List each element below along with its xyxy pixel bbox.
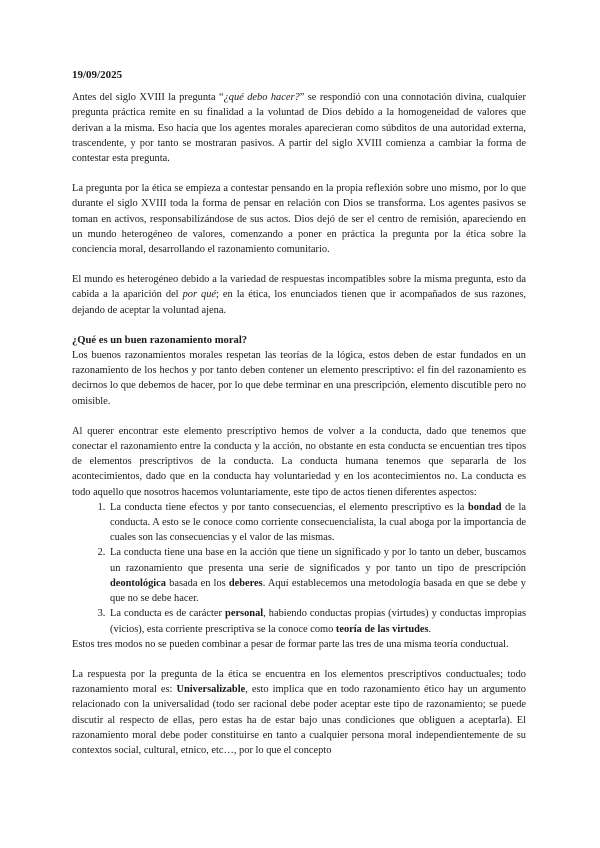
list-item: [108, 606, 526, 636]
list-item-3-virtudes: teoría de las virtudes: [335, 623, 429, 635]
paragraph-1-start: Antes del siglo XVIII la pregunta “: [72, 92, 224, 104]
list-item-3-end: .: [428, 623, 432, 635]
document-page: [72, 68, 526, 773]
list-item-3-personal: personal: [225, 608, 264, 620]
list-item-2-deberes: deberes: [228, 577, 263, 589]
list-item-2-start: La conducta tiene una base en la acción que tiene un significado y por lo tanto un deber, buscamos un razonamiento que presenta una serie de significados y por tanto un tipo de prescripción: [110, 547, 526, 574]
aspects-list: [72, 500, 526, 637]
paragraph-7-universalizable: Universalizable: [176, 684, 246, 696]
list-item: [108, 500, 526, 546]
list-item-3-middle: , habiendo conductas propias (virtudes) y conductas impropias (vicios), esta corriente prescriptiva se la conoce como: [110, 608, 527, 635]
list-item-1-bondad: bondad: [467, 501, 502, 513]
list-item-1-end: de la conducta. A esto se le conoce como corriente consecuencialista, la cual aboga por la importancia de cuales son las consecuencias y el valor de las mismas.: [110, 501, 526, 544]
section-heading: ¿Qué es un buen razonamiento moral?: [72, 334, 248, 346]
paragraph-5: Al querer encontrar este elemento prescriptivo hemos de volver a la conducta, dado que tenemos que conectar el razonamiento entre la conducta y la acción, no obstante en esta conducta se encuentian tres tipos de elementos prescriptivos de la conducta. La conducta humana tenemos que separarla de los acontecimientos, dado que en la conducta hay voluntariedad y en los acontecimientos no. La conducta es todo aquello que nosotros hacemos voluntariamente, este tipo de actos tienen diferentes aspectos:: [72, 425, 526, 498]
paragraph-3-por-que: por qué: [182, 289, 217, 301]
list-item-2-deontologica: deontológica: [110, 577, 166, 589]
list-item-2-middle: basada en los: [166, 577, 229, 589]
document-date: 19/09/2025: [72, 69, 123, 81]
paragraph-1-end: ” se respondió con una connotación divina, cualquier pregunta práctica remite en su finalidad a la voluntad de Dios debido a la homogeneidad de valores que derivan a la misma. Eso hacía que los agentes morales aparecieran como súbditos de una autoridad externa, trascendente, y por tanto se mostraran pasivos. A partir del siglo XVIII comienza a cambiar la forma de contestar esta pregunta.: [72, 92, 526, 165]
paragraph-1: [72, 90, 526, 166]
list-item-3-start: La conducta es de carácter: [110, 608, 226, 620]
paragraph-2: La pregunta por la ética se empieza a contestar pensando en la propia reflexión sobre uno mismo, por lo que durante el siglo XVIII toda la forma de pensar en relación con Dios se transforma. Los agentes pasivos se toman en activos, responsabilizándose de sus actos. Dios dejó de ser el centro de remisión, apareciendo en un mundo heterogéneo de valores, comenzando a poner en práctica la pregunta por la ética sobre la conciencia moral, desarrollando el razonamiento comunitario.: [72, 183, 526, 256]
paragraph-3: [72, 272, 526, 318]
paragraph-3-start: El mundo es heterogéneo debido a la variedad de respuestas incompatibles sobre la misma pregunta, esto da cabida a la aparición del: [72, 274, 526, 301]
paragraph-7-end: , esto implica que en todo razonamiento ético hay un argumento relacionado con la universalidad (todo ser racional debe poder aceptar este tipo de razonamiento; se puede discutir al respecto de ellas, pero estas ha de estar bajo unas condiciones que obliguen a aceptarla). El razonamiento moral debe poder constituirse en tanto a cualquier persona moral independientemente de su contextos social, cultural, etnico, etc…, por lo que el concepto: [72, 684, 526, 756]
paragraph-1-question: ¿qué debo hacer?: [223, 92, 300, 104]
list-item-2-end: . Aquí establecemos una metodología basada en que se debe y que no se debe hacer.: [110, 577, 526, 605]
paragraph-6: Estos tres modos no se pueden combinar a pesar de formar parte las tres de una misma teoría conductual.: [72, 638, 509, 650]
paragraph-7: [72, 667, 526, 758]
list-item: [108, 545, 526, 606]
paragraph-3-end: ; en la ética, los enunciados tienen que ir acompañados de sus razones, dejando de aceptar la voluntad ajena.: [72, 289, 526, 316]
paragraph-7-start: La respuesta por la pregunta de la ética se encuentra en los elementos prescriptivos conductuales; todo razonamiento moral es:: [72, 668, 526, 696]
paragraph-4: Los buenos razonamientos morales respetan las teorías de la lógica, estos deben de estar fundados en un razonamiento de los hechos y por tanto deben contener un elemento prescriptivo: el fin del razonamiento es decirnos lo que debemos de hacer, por lo que debe terminar en una prescripción, elemento discutible pero no omisible.: [72, 350, 526, 407]
list-item-1-start: La conducta tiene efectos y por tanto consecuencias, el elemento prescriptivo es la: [110, 501, 468, 513]
